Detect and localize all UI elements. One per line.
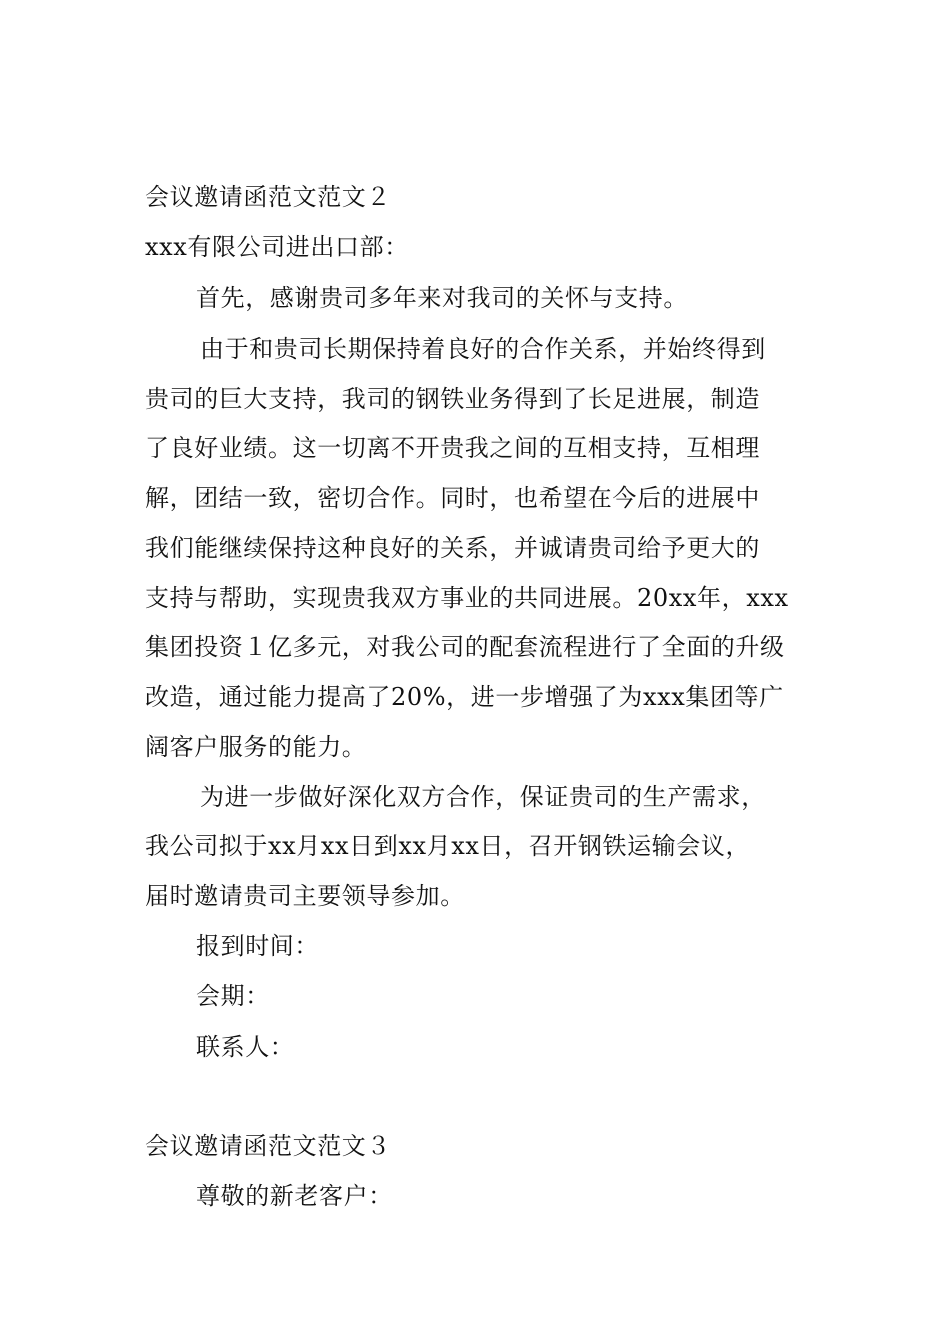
paragraph-2-line: 阔客户服务的能力。 bbox=[145, 733, 367, 761]
section-3-salutation: 尊敬的新老客户： bbox=[196, 1182, 393, 1210]
report-time-label: 报到时间： bbox=[196, 932, 319, 960]
section-2-salutation: xxx有限公司进出口部： bbox=[145, 233, 409, 261]
paragraph-3-line: 为进一步做好深化双方合作，保证贵司的生产需求， bbox=[200, 783, 766, 811]
meeting-period-label: 会期： bbox=[196, 982, 270, 1010]
paragraph-2-line: 集团投资１亿多元，对我公司的配套流程进行了全面的升级 bbox=[145, 633, 785, 661]
paragraph-2-line: 支持与帮助，实现贵我双方事业的共同进展。20xx年，xxx bbox=[145, 584, 789, 612]
contact-label: 联系人： bbox=[196, 1033, 295, 1061]
paragraph-2-line: 由于和贵司长期保持着良好的合作关系，并始终得到 bbox=[200, 335, 766, 363]
paragraph-2-line: 解，团结一致，密切合作。同时，也希望在今后的进展中 bbox=[145, 484, 760, 512]
section-2-title: 会议邀请函范文范文２ bbox=[145, 183, 391, 211]
paragraph-2-line: 了良好业绩。这一切离不开贵我之间的互相支持，互相理 bbox=[145, 434, 760, 462]
section-3-title: 会议邀请函范文范文３ bbox=[145, 1132, 391, 1160]
paragraph-2-line: 改造，通过能力提高了20%，进一步增强了为xxx集团等广 bbox=[145, 683, 784, 711]
section-2-paragraph-1: 首先，感谢贵司多年来对我司的关怀与支持。 bbox=[196, 284, 688, 312]
paragraph-2-line: 我们能继续保持这种良好的关系，并诚请贵司给予更大的 bbox=[145, 534, 760, 562]
paragraph-3-line: 届时邀请贵司主要领导参加。 bbox=[145, 882, 465, 910]
paragraph-2-line: 贵司的巨大支持，我司的钢铁业务得到了长足进展，制造 bbox=[145, 385, 760, 413]
paragraph-3-line: 我公司拟于xx月xx日到xx月xx日，召开钢铁运输会议， bbox=[145, 832, 751, 860]
